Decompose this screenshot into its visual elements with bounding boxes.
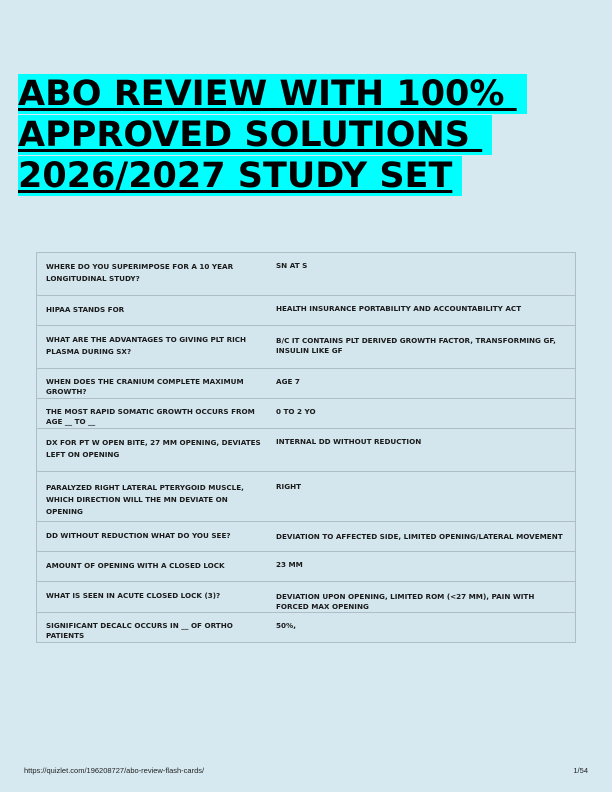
definition-cell: AGE 7 — [267, 369, 576, 399]
term-cell: PARALYZED RIGHT LATERAL PTERYGOID MUSCLE, WHICH DIRECTION WILL THE MN DEVIATE ON OPENING — [37, 472, 268, 522]
table-row — [37, 296, 576, 326]
definition-cell: SN AT S — [267, 253, 576, 296]
table-row — [37, 613, 576, 643]
definition-cell: INTERNAL DD WITHOUT REDUCTION — [267, 429, 576, 472]
table-row — [37, 582, 576, 613]
table-row — [37, 326, 576, 369]
definition-cell: RIGHT — [267, 472, 576, 522]
term-cell: DD WITHOUT REDUCTION WHAT DO YOU SEE? — [37, 522, 268, 552]
definition-cell: 23 MM — [267, 552, 576, 582]
page-number: 1/54 — [573, 766, 588, 775]
document-title — [18, 74, 578, 197]
definition-cell: DEVIATION TO AFFECTED SIDE, LIMITED OPENING/LATERAL MOVEMENT — [267, 522, 576, 552]
title-line-2: APPROVED SOLUTIONS — [18, 115, 492, 155]
definition-cell: 0 TO 2 YO — [267, 399, 576, 429]
title-line-1: ABO REVIEW WITH 100% — [18, 74, 527, 114]
term-cell: AMOUNT OF OPENING WITH A CLOSED LOCK — [37, 552, 268, 582]
term-cell: SIGNIFICANT DECALC OCCURS IN __ OF ORTHO PATIENTS — [37, 613, 268, 643]
table-row — [37, 399, 576, 429]
term-cell: THE MOST RAPID SOMATIC GROWTH OCCURS FROM AGE __ TO __ — [37, 399, 268, 429]
table-row — [37, 522, 576, 552]
term-cell: WHERE DO YOU SUPERIMPOSE FOR A 10 YEAR LONGITUDINAL STUDY? — [37, 253, 268, 296]
table-row — [37, 253, 576, 296]
table-row — [37, 552, 576, 582]
table-row — [37, 472, 576, 522]
table-row — [37, 429, 576, 472]
definition-cell: 50%, — [267, 613, 576, 643]
footer-url: https://quizlet.com/196208727/abo-review-flash-cards/ — [24, 766, 205, 775]
term-cell: WHAT IS SEEN IN ACUTE CLOSED LOCK (3)? — [37, 582, 268, 613]
definition-cell: HEALTH INSURANCE PORTABILITY AND ACCOUNTABILITY ACT — [267, 296, 576, 326]
title-line-3: 2026/2027 STUDY SET — [18, 156, 462, 196]
definition-cell: DEVIATION UPON OPENING, LIMITED ROM (<27 MM), PAIN WITH FORCED MAX OPENING — [267, 582, 576, 613]
table-row — [37, 369, 576, 399]
definition-cell: B/C IT CONTAINS PLT DERIVED GROWTH FACTOR, TRANSFORMING GF, INSULIN LIKE GF — [267, 326, 576, 369]
flashcard-table — [36, 252, 576, 643]
term-cell: WHEN DOES THE CRANIUM COMPLETE MAXIMUM GROWTH? — [37, 369, 268, 399]
term-cell: DX FOR PT W OPEN BITE, 27 MM OPENING, DEVIATES LEFT ON OPENING — [37, 429, 268, 472]
term-cell: HIPAA STANDS FOR — [37, 296, 268, 326]
term-cell: WHAT ARE THE ADVANTAGES TO GIVING PLT RICH PLASMA DURING SX? — [37, 326, 268, 369]
